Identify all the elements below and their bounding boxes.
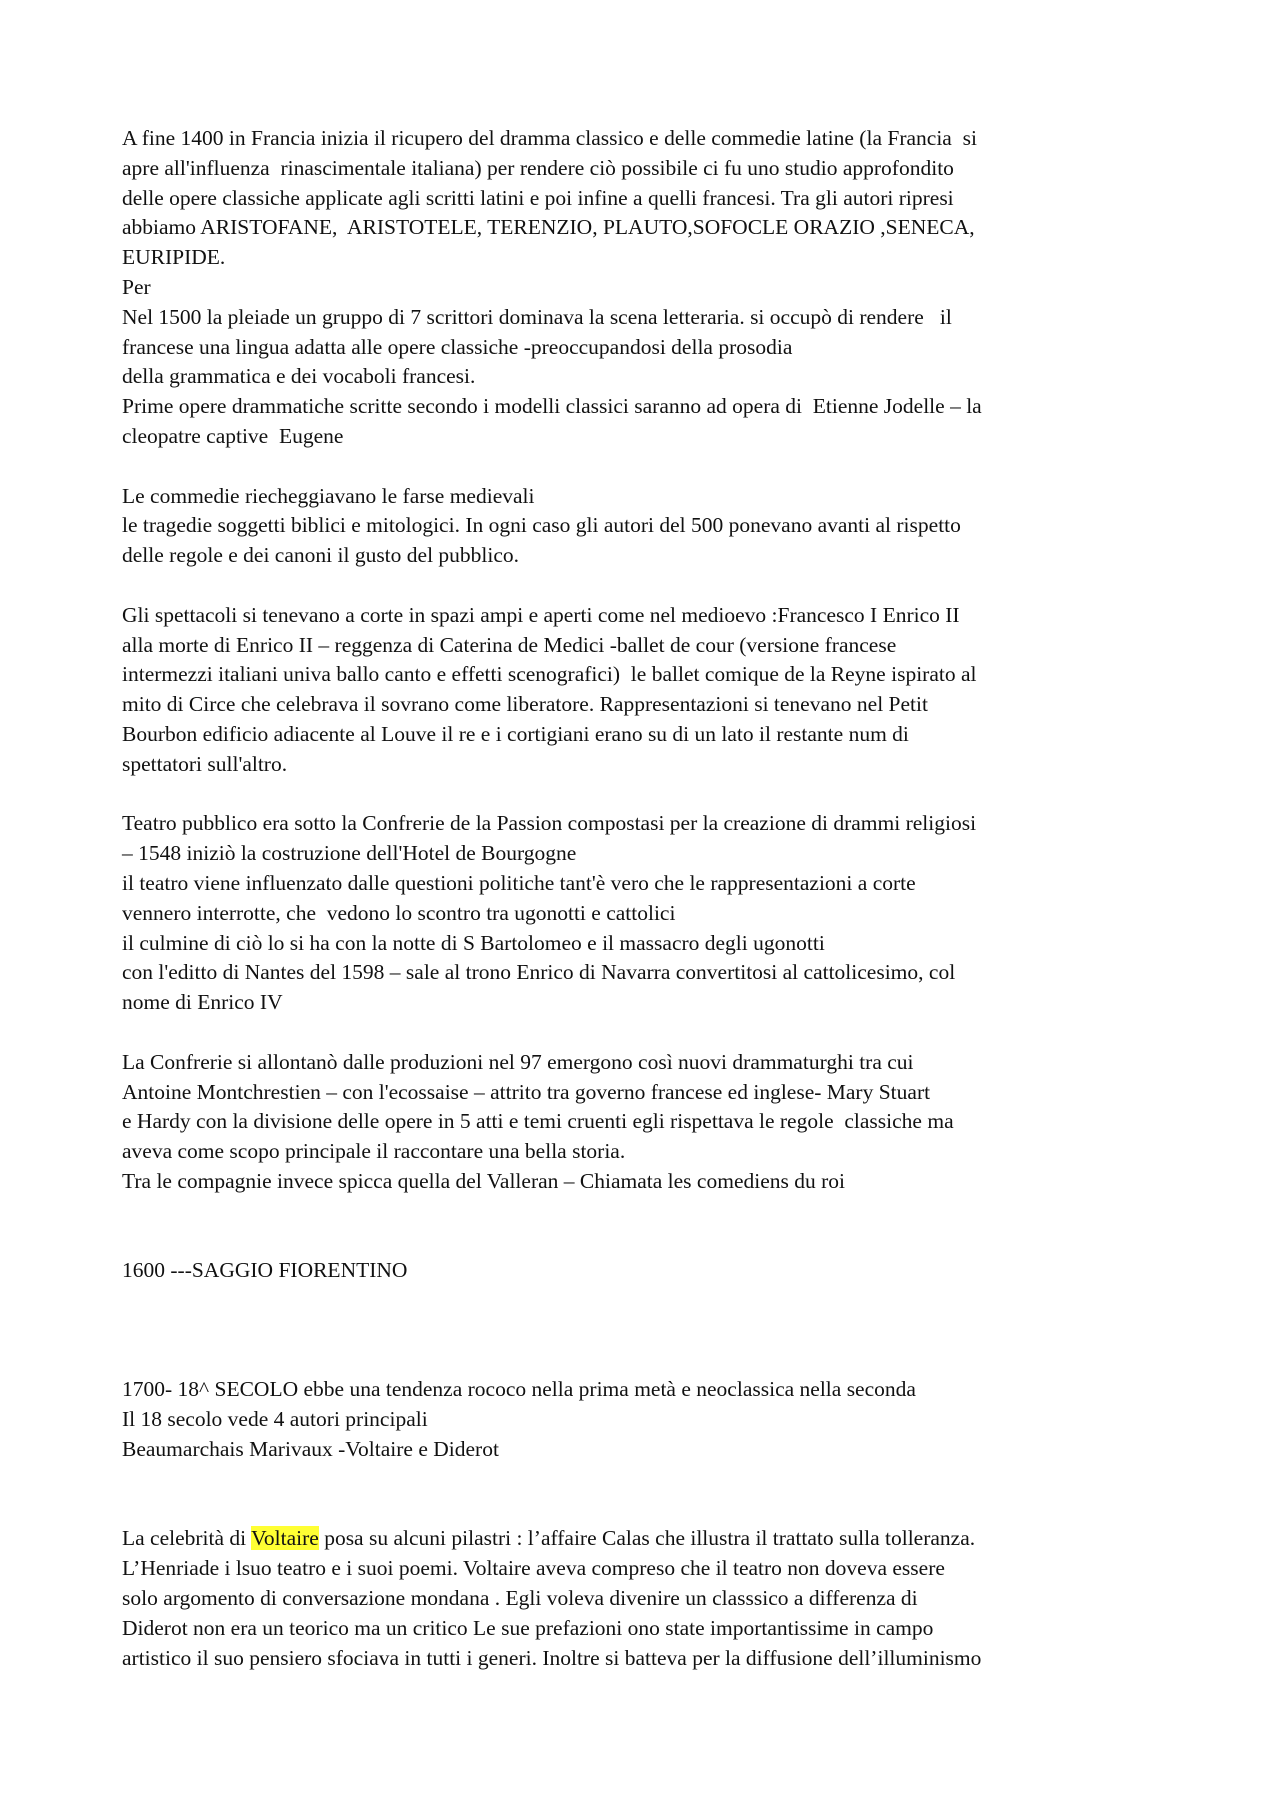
document-body bbox=[122, 124, 1182, 1673]
text-line: aveva come scopo principale il raccontare una bella storia. bbox=[122, 1139, 626, 1164]
text-line bbox=[122, 1524, 1182, 1554]
text-line: delle regole e dei canoni il gusto del pubblico. bbox=[122, 543, 520, 568]
text-line: con l'editto di Nantes del 1598 – sale al trono Enrico di Navarra convertitosi al cattolicesimo, col bbox=[122, 960, 956, 985]
text-line: apre all'influenza rinascimentale italiana) per rendere ciò possibile ci fu uno studio approfondito bbox=[122, 155, 954, 180]
text-line: Le commedie riecheggiavano le farse medievali bbox=[122, 483, 535, 508]
text-line: 1700- 18^ SECOLO ebbe una tendenza rococo nella prima metà e neoclassica nella seconda bbox=[122, 1377, 916, 1402]
blank-line bbox=[122, 780, 1182, 810]
text-line: Prime opere drammatiche scritte secondo i modelli classici saranno ad opera di Etienne Jodelle – la bbox=[122, 394, 982, 419]
text-line: Gli spettacoli si tenevano a corte in spazi ampi e aperti come nel medioevo :Francesco I Enrico II bbox=[122, 602, 960, 627]
text-line: Diderot non era un teorico ma un critico Le sue prefazioni ono state importantissime in campo bbox=[122, 1615, 934, 1640]
text-line: 1600 ---SAGGIO FIORENTINO bbox=[122, 1258, 408, 1283]
text-line: artistico il suo pensiero sfociava in tutti i generi. Inoltre si batteva per la diffusione dell’illuminismo bbox=[122, 1645, 982, 1670]
text-line: abbiamo ARISTOFANE, ARISTOTELE, TERENZIO, PLAUTO,SOFOCLE ORAZIO ,SENECA, bbox=[122, 215, 975, 240]
blank-line bbox=[122, 1286, 1182, 1316]
text-line: Tra le compagnie invece spicca quella del Valleran – Chiamata les comediens du roi bbox=[122, 1168, 846, 1193]
text-line: Per bbox=[122, 274, 151, 299]
text-line: il culmine di ciò lo si ha con la notte di S Bartolomeo e il massacro degli ugonotti bbox=[122, 930, 825, 955]
text-line: della grammatica e dei vocaboli francesi. bbox=[122, 364, 476, 389]
blank-line bbox=[122, 1197, 1182, 1227]
text-line: alla morte di Enrico II – reggenza di Caterina de Medici -ballet de cour (versione francese bbox=[122, 632, 897, 657]
text-line: delle opere classiche applicate agli scritti latini e poi infine a quelli francesi. Tra gli autori ripresi bbox=[122, 185, 954, 210]
text-line: Nel 1500 la pleiade un gruppo di 7 scrittori dominava la scena letteraria. si occupò di rendere il bbox=[122, 304, 952, 329]
text-line: spettatori sull'altro. bbox=[122, 751, 288, 776]
text-line: intermezzi italiani univa ballo canto e effetti scenografici) le ballet comique de la Reyne ispirato al bbox=[122, 662, 977, 687]
text-line: Bourbon edificio adiacente al Louve il re e i cortigiani erano su di un lato il restante num di bbox=[122, 721, 909, 746]
blank-line bbox=[122, 1346, 1182, 1376]
text-line: solo argomento di conversazione mondana . Egli voleva divenire un classsico a differenza di bbox=[122, 1586, 918, 1611]
text-line: Teatro pubblico era sotto la Confrerie de la Passion compostasi per la creazione di drammi religiosi bbox=[122, 811, 977, 836]
blank-line bbox=[122, 452, 1182, 482]
text-line: L’Henriade i lsuo teatro e i suoi poemi. Voltaire aveva compreso che il teatro non doveva essere bbox=[122, 1556, 945, 1581]
text-line: Antoine Montchrestien – con l'ecossaise – attrito tra governo francese ed inglese- Mary Stuart bbox=[122, 1079, 931, 1104]
text-line: A fine 1400 in Francia inizia il ricupero del dramma classico e delle commedie latine (la Francia si bbox=[122, 126, 977, 150]
text-line: Il 18 secolo vede 4 autori principali bbox=[122, 1407, 428, 1432]
text-line: – 1548 iniziò la costruzione dell'Hotel de Bourgogne bbox=[122, 841, 577, 866]
text-line: mito di Circe che celebrava il sovrano come liberatore. Rappresentazioni si tenevano nel Petit bbox=[122, 692, 928, 717]
text-run: posa su alcuni pilastri : l’affaire Calas che illustra il trattato sulla tolleranza. bbox=[318, 1526, 976, 1551]
text-run: La celebrità di bbox=[122, 1526, 252, 1551]
blank-line bbox=[122, 1465, 1182, 1495]
text-line: e Hardy con la divisione delle opere in 5 atti e temi cruenti egli rispettava le regole classiche ma bbox=[122, 1109, 954, 1134]
blank-line bbox=[122, 1018, 1182, 1048]
text-line: Beaumarchais Marivaux -Voltaire e Diderot bbox=[122, 1437, 499, 1462]
text-line: francese una lingua adatta alle opere classiche -preoccupandosi della prosodia bbox=[122, 334, 793, 359]
highlighted-word: Voltaire bbox=[251, 1526, 319, 1551]
blank-line bbox=[122, 1316, 1182, 1346]
text-line: nome di Enrico IV bbox=[122, 990, 283, 1015]
blank-line bbox=[122, 571, 1182, 601]
blank-line bbox=[122, 1226, 1182, 1256]
text-line: vennero interrotte, che vedono lo scontro tra ugonotti e cattolici bbox=[122, 900, 676, 925]
text-line: La Confrerie si allontanò dalle produzioni nel 97 emergono così nuovi drammaturghi tra cui bbox=[122, 1049, 914, 1074]
text-line: EURIPIDE. bbox=[122, 245, 226, 270]
text-line: cleopatre captive Eugene bbox=[122, 423, 344, 448]
text-line: le tragedie soggetti biblici e mitologici. In ogni caso gli autori del 500 ponevano avanti al rispetto bbox=[122, 513, 961, 538]
blank-line bbox=[122, 1495, 1182, 1525]
text-line: il teatro viene influenzato dalle questioni politiche tant'è vero che le rappresentazioni a corte bbox=[122, 870, 916, 895]
